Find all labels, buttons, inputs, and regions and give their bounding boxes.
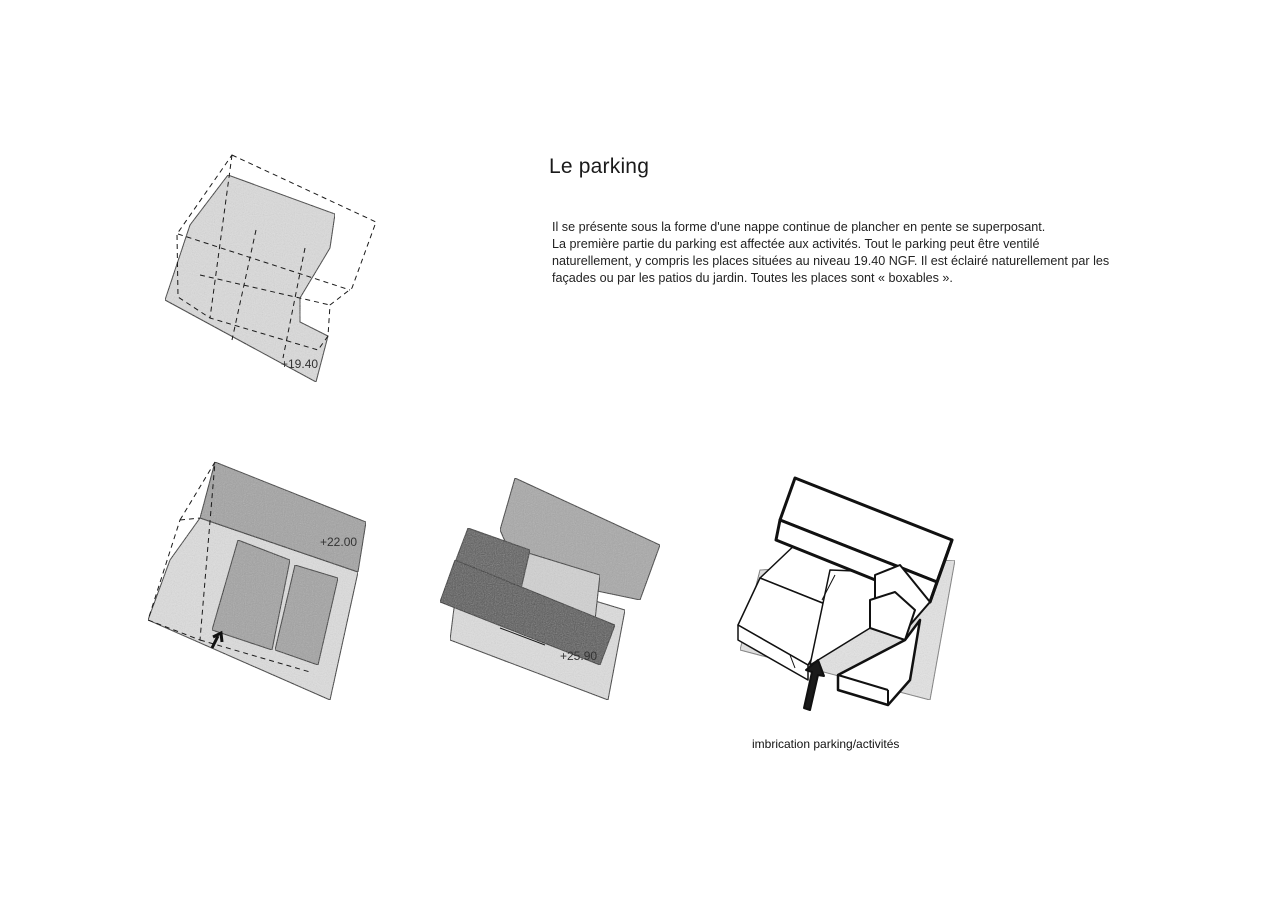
paragraph-line: La première partie du parking est affectée aux activités. Tout le parking peut être ventilé xyxy=(552,237,1040,251)
paragraph-line: naturellement, y compris les places situées au niveau 19.40 NGF. Il est éclairé naturellement par les xyxy=(552,254,1110,268)
plan-level-3 xyxy=(440,478,660,700)
paragraph-line: Il se présente sous la forme d'une nappe continue de plancher en pente se superposant. xyxy=(552,220,1046,234)
page-title: Le parking xyxy=(549,155,650,178)
slab-light xyxy=(165,175,335,382)
paragraph-line: façades ou par les patios du jardin. Toutes les places sont « boxables ». xyxy=(552,271,953,285)
axonometric-caption: imbrication parking/activités xyxy=(752,737,900,751)
elevation-label: +25.90 xyxy=(560,649,598,663)
plan-level-2 xyxy=(148,462,366,700)
elevation-label: +22.00 xyxy=(320,535,358,549)
elevation-label: +19.40 xyxy=(281,357,319,371)
plan-level-1 xyxy=(165,155,376,382)
axonometric-view xyxy=(738,478,955,710)
